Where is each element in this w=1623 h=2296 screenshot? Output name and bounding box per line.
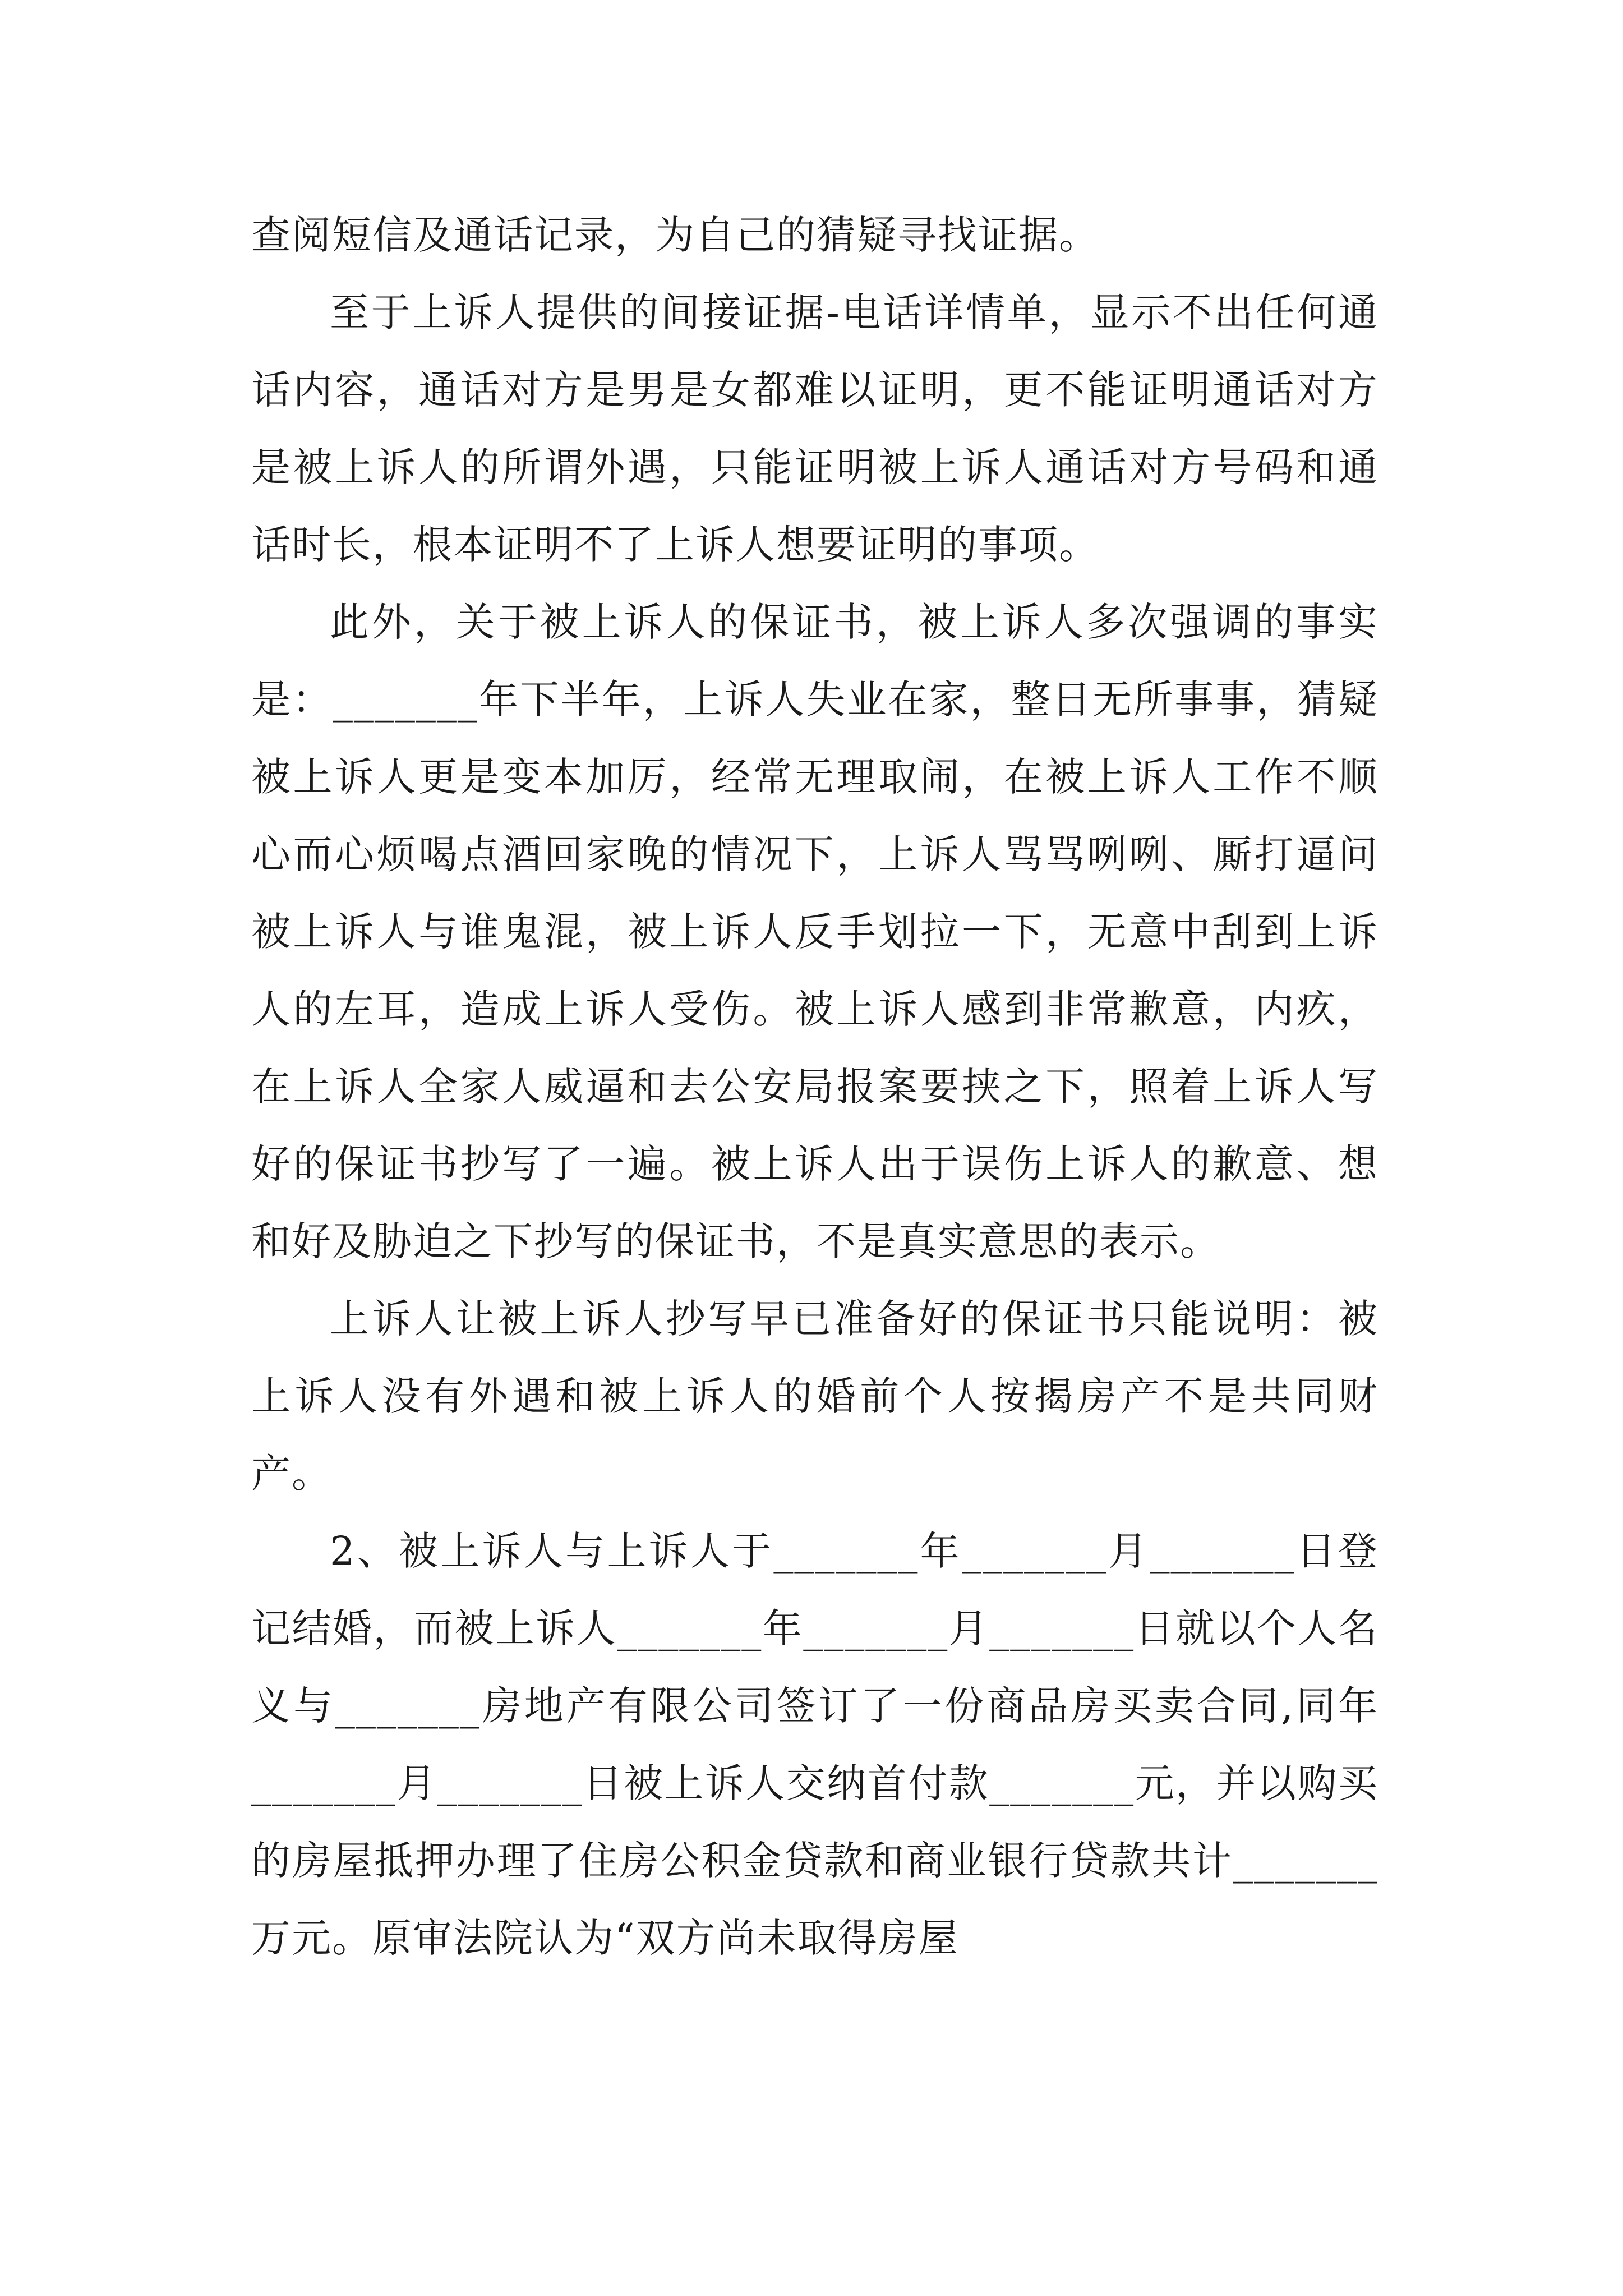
paragraph-guarantee-letter: 此外，关于被上诉人的保证书，被上诉人多次强调的事实是：_______年下半年，上诉人失业在家，整日无所事事，猜疑被上诉人更是变本加厉，经常无理取闹，在被上诉人工作不顺心而心烦喝点酒回家晚的情况下，上诉人骂骂咧咧、厮打逼问被上诉人与谁鬼混，被上诉人反手划拉一下，无意中刮到上诉人的左耳，造成上诉人受伤。被上诉人感到非常歉意，内疚，在上诉人全家人威逼和去公安局报案要挟之下，照着上诉人写好的保证书抄写了一遍。被上诉人出于误伤上诉人的歉意、想和好及胁迫之下抄写的保证书，不是真实意思的表示。 xyxy=(251,599,1378,1264)
paragraph-continuation: 查阅短信及通话记录，为自己的猜疑寻找证据。 xyxy=(251,212,1099,258)
paragraph-guarantee-conclusion: 上诉人让被上诉人抄写早已准备好的保证书只能说明：被上诉人没有外遇和被上诉人的婚前个人按揭房产不是共同财产。 xyxy=(251,1296,1378,1497)
paragraph-phone-records: 至于上诉人提供的间接证据-电话详情单，显示不出任何通话内容，通话对方是男是女都难以证明，更不能证明通话对方是被上诉人的所谓外遇，只能证明被上诉人通话对方号码和通话时长，根本证明不了上诉人想要证明的事项。 xyxy=(251,289,1378,568)
paragraph-marriage-property: 2、被上诉人与上诉人于_______年_______月_______日登记结婚，而被上诉人_______年_______月_______日就以个人名义与_______房地产有限公司签订了一份商品房买卖合同,同年_______月_______日被上诉人交纳首付款_______元，并以购买的房屋抵押办理了住房公积金贷款和商业银行贷款共计_______万元。原审法院认为“双方尚未取得房屋 xyxy=(251,1528,1378,1961)
document-body xyxy=(251,196,1378,1977)
